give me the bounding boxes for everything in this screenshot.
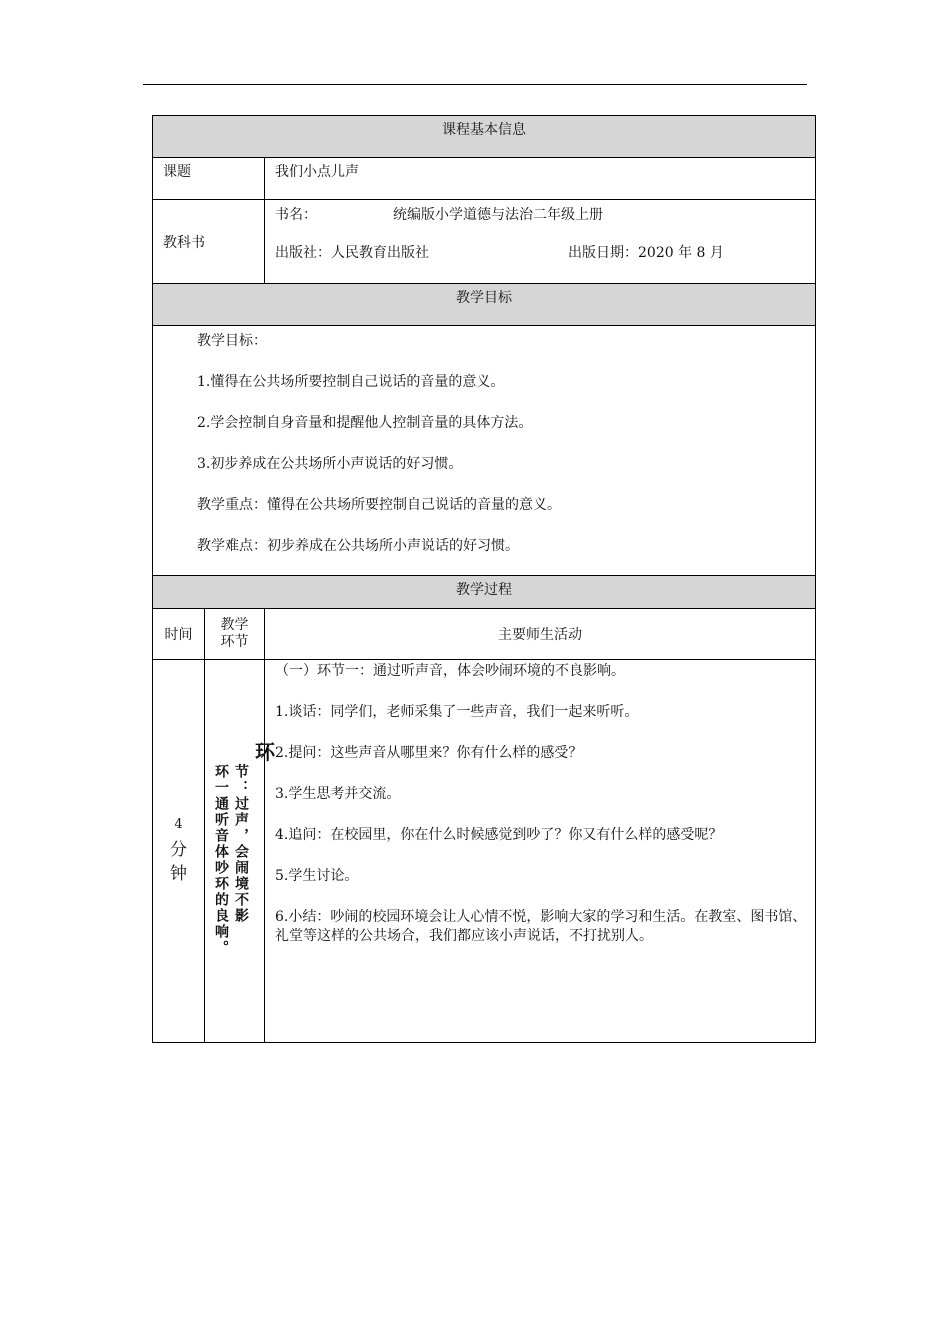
topic-value: 我们小点儿声 [275, 164, 359, 180]
activity-item: 1.谈话：同学们，老师采集了一些声音，我们一起来听听。 [275, 704, 639, 720]
stage-big-char: 环 [255, 740, 275, 764]
objective-item: 2.学会控制自身音量和提醒他人控制音量的具体方法。 [197, 415, 533, 431]
textbook-label-cell [153, 200, 265, 284]
process-header: 教学过程 [153, 576, 816, 609]
activity-item: 3.学生思考并交流。 [275, 786, 401, 802]
book-name-label: 书名： [275, 207, 317, 223]
time-unit: 钟 [170, 863, 187, 884]
time-cell [153, 660, 205, 1043]
objectives-intro: 教学目标： [197, 333, 267, 349]
publisher-text: 出版社：人民教育出版社 [275, 245, 429, 261]
publisher-row [275, 242, 815, 262]
difficult-point: 教学难点：初步养成在公共场所小声说话的好习惯。 [197, 538, 519, 554]
book-name-value: 统编版小学道德与法治二年级上册 [393, 207, 603, 223]
col-activity-header: 主要师生活动 [265, 609, 816, 660]
lesson-plan-table [152, 115, 816, 1043]
header-rule [143, 84, 807, 85]
textbook-label: 教科书 [163, 234, 205, 251]
stage-cell [205, 660, 275, 1043]
activity-item: 6.小结：吵闹的校园环境会让人心情不悦，影响大家的学习和生活。在教室、图书馆、礼堂等这样的公共场合，我们都应该小声说话，不打扰别人。 [275, 909, 807, 944]
objectives-body [153, 326, 816, 576]
key-point: 教学重点：懂得在公共场所要控制自己说话的音量的意义。 [197, 497, 561, 513]
basic-info-header: 课程基本信息 [153, 116, 816, 158]
col-time-header: 时间 [153, 609, 205, 660]
col-stage-header: 教学 环节 [205, 609, 265, 660]
stage-col-right: 节：过声，会闹境不影 [233, 764, 249, 924]
topic-label: 课题 [163, 164, 191, 180]
objective-item: 1.懂得在公共场所要控制自己说话的音量的意义。 [197, 374, 505, 390]
topic-value-cell [265, 158, 816, 200]
textbook-info-cell [265, 200, 816, 284]
activity-item: 4.追问：在校园里，你在什么时候感觉到吵了？你又有什么样的感受呢？ [275, 827, 723, 843]
book-name-row [275, 200, 815, 242]
time-number: 4 [174, 816, 183, 832]
publish-date-text: 出版日期：2020 年 8 月 [568, 245, 724, 261]
stage-vertical-text [213, 764, 249, 956]
time-unit: 分 [170, 839, 187, 860]
objective-item: 3.初步养成在公共场所小声说话的好习惯。 [197, 456, 463, 472]
activity-item: 2.提问：这些声音从哪里来？你有什么样的感受？ [275, 745, 583, 761]
activity-item: 5.学生讨论。 [275, 868, 359, 884]
objectives-header: 教学目标 [153, 284, 816, 326]
activities-cell [265, 660, 816, 1043]
stage-col-left: 环一通听音体吵环的良响。 [213, 764, 229, 956]
topic-label-cell [153, 158, 265, 200]
activity-heading: （一）环节一：通过听声音，体会吵闹环境的不良影响。 [275, 663, 625, 679]
